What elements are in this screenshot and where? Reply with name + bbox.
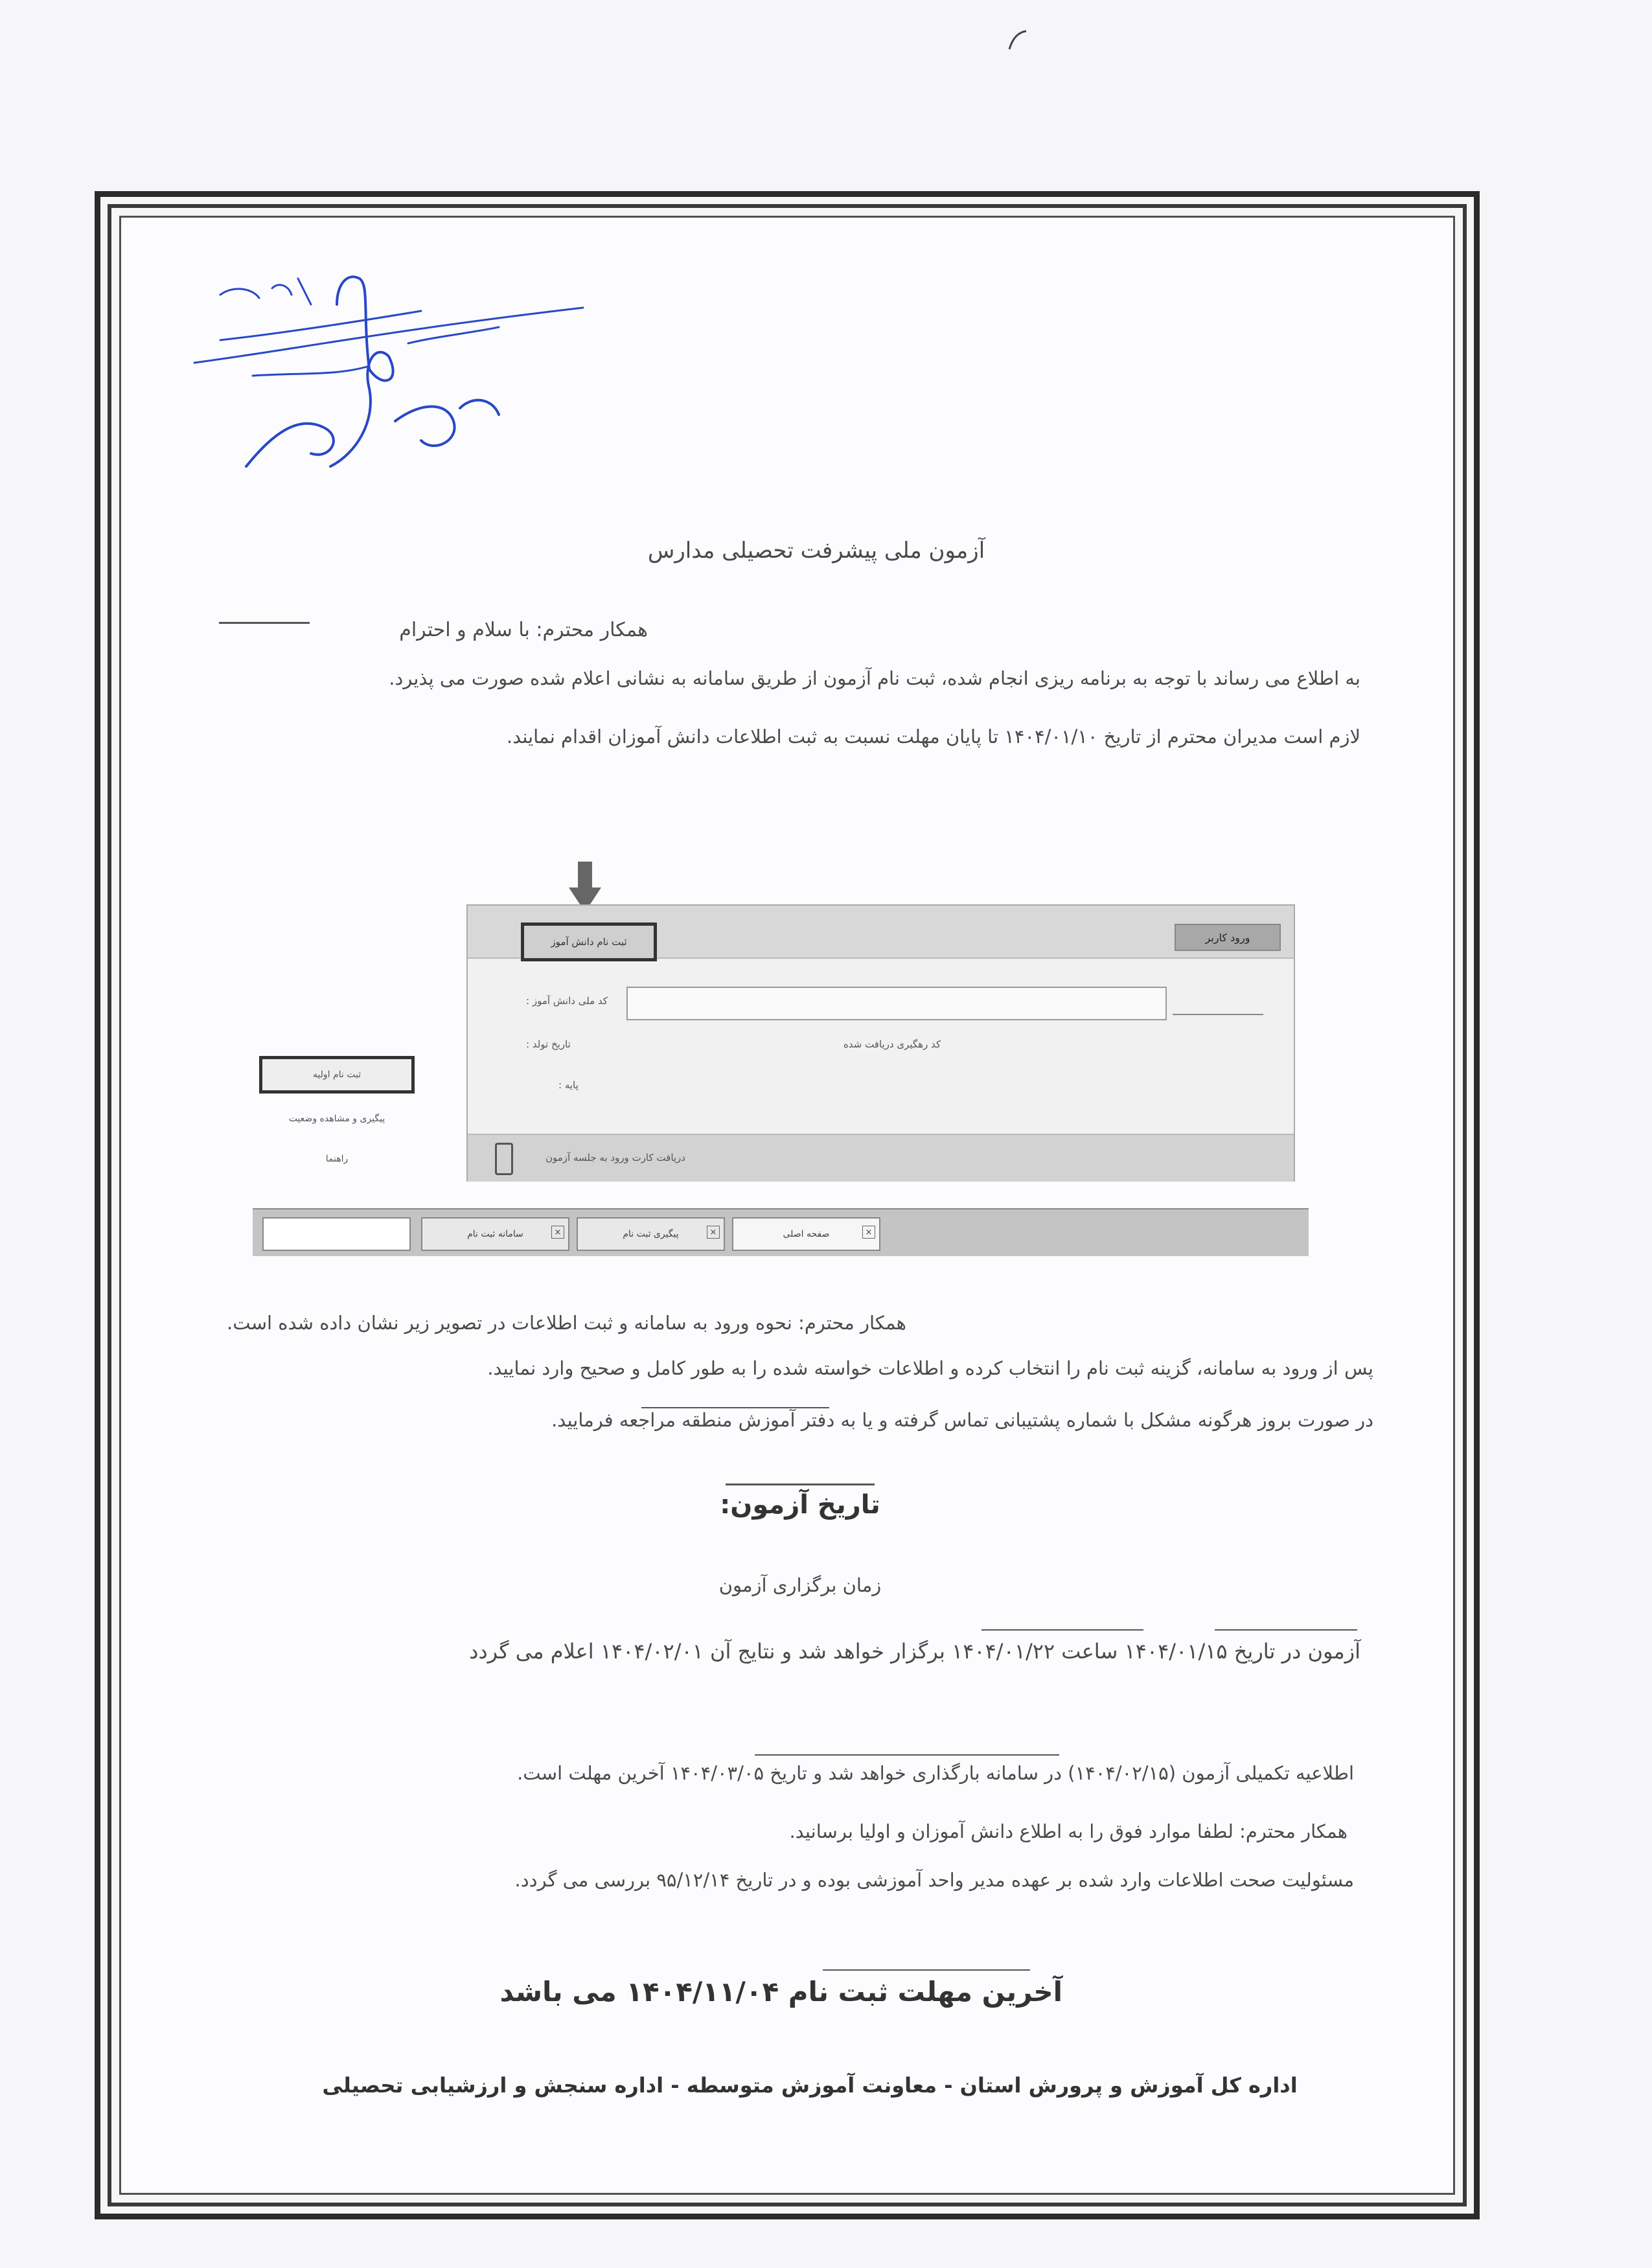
note-overline — [755, 1754, 1059, 1756]
side-menu — [259, 1056, 415, 1179]
date-line: آزمون در تاریخ ۱۴۰۴/۰۱/۱۵ ساعت ۱۴۰۴/۰۱/۲۲ برگزار خواهد شد و نتایج آن ۱۴۰۴/۰۲/۰۱ اعلام می گردد — [469, 1639, 1360, 1664]
paragraph-2-line-2: پس از ورود به سامانه، گزینه ثبت نام را انتخاب کرده و اطلاعات خواسته شده را به طور کامل و صحیح وارد نمایید. — [487, 1357, 1373, 1379]
letter-heading: آزمون ملی پیشرفت تحصیلی مدارس — [647, 538, 985, 564]
date-overline-2 — [981, 1629, 1143, 1631]
paragraph-1-line-1: به اطلاع می رساند با توجه به برنامه ریزی انجام شده، ثبت نام آزمون از طریق سامانه به نشانی اعلام شده صورت می پذیرد. — [389, 667, 1360, 689]
tab-tracking[interactable] — [577, 1217, 725, 1251]
form-panel — [466, 904, 1295, 1182]
national-code-input[interactable] — [626, 987, 1167, 1020]
section-subtitle: زمان برگزاری آزمون — [718, 1574, 882, 1596]
close-icon[interactable]: × — [551, 1226, 564, 1239]
browser-tab-bar — [253, 1208, 1309, 1256]
side-item-tracking[interactable]: پیگیری و مشاهده وضعیت — [288, 1114, 385, 1124]
pen-mark — [998, 26, 1037, 58]
divider — [1173, 1014, 1263, 1015]
salutation: همکار محترم: با سلام و احترام — [399, 619, 648, 641]
paragraph-1-line-2: لازم است مدیران محترم از تاریخ ۱۴۰۴/۰۱/۱۰ تا پایان مهلت نسبت به ثبت اطلاعات دانش آموزان اقدام نمایند. — [506, 726, 1360, 748]
embedded-screenshot — [253, 862, 1309, 1266]
section-title-overline — [726, 1483, 875, 1485]
close-icon[interactable]: × — [707, 1226, 720, 1239]
login-button[interactable]: ورود کاربر — [1175, 924, 1281, 951]
deadline-overline — [823, 1969, 1030, 1971]
national-code-label: کد ملی دانش آموز : — [526, 995, 608, 1007]
tab-home[interactable] — [732, 1217, 880, 1251]
tab-label: سامانه ثبت نام — [467, 1229, 523, 1239]
handwritten-signature — [175, 259, 596, 499]
note-line-1: اطلاعیه تکمیلی آزمون (۱۴۰۴/۰۲/۱۵) در سامانه بارگذاری خواهد شد و تاریخ ۱۴۰۴/۰۳/۰۵ آخرین مهلت است. — [517, 1762, 1354, 1784]
register-student-button[interactable]: ثبت نام دانش آموز — [521, 922, 657, 961]
entry-card-link[interactable]: دریافت کارت ورود به جلسه آزمون — [545, 1152, 685, 1163]
grade-label: پایه : — [558, 1079, 579, 1091]
tab-registration[interactable] — [421, 1217, 569, 1251]
underline — [641, 1407, 829, 1408]
deadline: آخرین مهلت ثبت نام ۱۴۰۴/۱۱/۰۴ می باشد — [499, 1976, 1062, 2008]
paragraph-2-line-1: همکار محترم: نحوه ورود به سامانه و ثبت اطلاعات در تصویر زیر نشان داده شده است. — [227, 1312, 906, 1334]
note-line-2: همکار محترم: لطفا موارد فوق را به اطلاع دانش آموزان و اولیا برسانید. — [789, 1820, 1348, 1842]
mobile-icon — [495, 1143, 513, 1175]
side-item-initial-registration[interactable]: ثبت نام اولیه — [259, 1056, 415, 1094]
field-hint: کد رهگیری دریافت شده — [843, 1038, 941, 1050]
tab-label: صفحه اصلی — [783, 1229, 830, 1239]
form-header — [468, 906, 1294, 959]
date-overline-1 — [1215, 1629, 1357, 1631]
birth-date-label: تاریخ تولد : — [526, 1038, 571, 1050]
side-item-help[interactable]: راهنما — [325, 1154, 349, 1164]
tab-label: پیگیری ثبت نام — [623, 1229, 679, 1239]
note-line-3: مسئولیت صحت اطلاعات وارد شده بر عهده مدیر واحد آموزشی بوده و در تاریخ ۹۵/۱۲/۱۴ بررسی می گردد. — [514, 1869, 1354, 1891]
address-field[interactable] — [262, 1217, 411, 1251]
form-footer — [468, 1134, 1294, 1182]
footer-text: اداره کل آموزش و پرورش استان - معاونت آموزش متوسطه - اداره سنجش و ارزشیابی تحصیلی — [322, 2073, 1298, 2098]
paragraph-2-line-3: در صورت بروز هرگونه مشکل با شماره پشتیبانی تماس گرفته و یا به دفتر آموزش منطقه مراجعه فرمایید. — [551, 1409, 1373, 1431]
salutation-underline — [219, 622, 310, 624]
section-title: تاریخ آزمون: — [720, 1490, 880, 1520]
close-icon[interactable]: × — [862, 1226, 875, 1239]
